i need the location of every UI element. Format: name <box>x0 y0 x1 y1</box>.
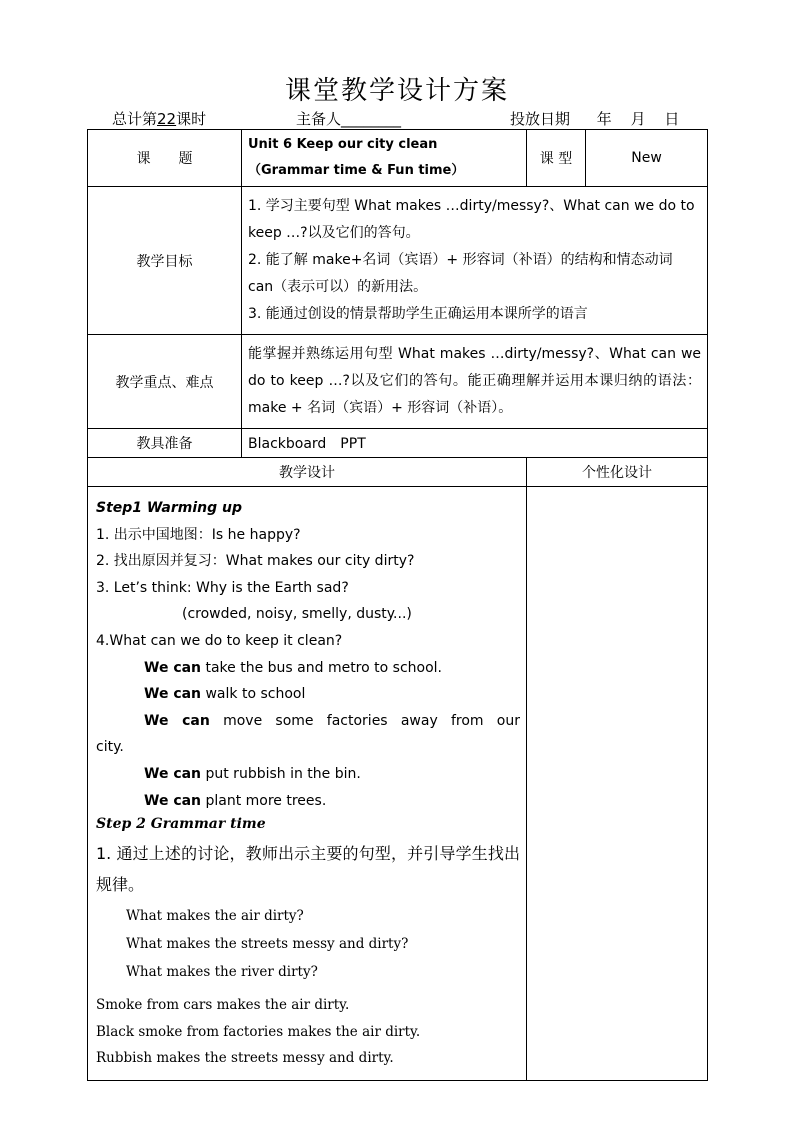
design-header-row <box>88 458 708 487</box>
we-can-line <box>96 788 520 815</box>
tools-row <box>88 429 708 458</box>
answer: Black smoke from factories makes the air dirty. <box>96 1023 421 1040</box>
we-can-text: move some factories away from our city. <box>96 712 521 756</box>
preparer-blank: ________ <box>341 110 402 128</box>
answer: Smoke from cars makes the air dirty. <box>96 997 350 1014</box>
release-date <box>510 108 679 129</box>
step2-title: Step 2 Grammar time <box>96 816 266 833</box>
focus-row <box>88 335 708 429</box>
step2-intro: 1. 通过上述的讨论，教师出示主要的句型，并引导学生找出规律。 <box>96 844 521 895</box>
total-suffix: 课时 <box>176 110 207 128</box>
goal-item: 1. 学习主要句型 What makes …dirty/messy?、What can we do to keep …?以及它们的答句。 <box>248 198 695 241</box>
we-can-text: put rubbish in the bin. <box>205 765 361 782</box>
step1-item: 3. Let’s think: Why is the Earth sad? <box>96 579 349 596</box>
design-body-row <box>88 487 708 1081</box>
topic-line-1: Unit 6 Keep our city clean <box>248 137 438 152</box>
focus-content: 能掌握并熟练运用句型 What makes …dirty/messy?、What can we do to keep …?以及它们的答句。能正确理解并运用本课归纳的语法：make + 名词（宾语）+ 形容词（补语）。 <box>242 335 708 429</box>
we-can-line <box>96 681 520 708</box>
question: What makes the river dirty? <box>126 964 318 981</box>
step1-item: 1. 出示中国地图：Is he happy? <box>96 526 301 543</box>
tools-label: 教具准备 <box>88 429 242 458</box>
total-prefix: 总计第 <box>112 110 158 128</box>
lesson-plan-table <box>87 129 708 1081</box>
goal-item: 3. 能通过创设的情景帮助学生正确运用本课所学的语言 <box>248 306 588 322</box>
we-can-text: plant more trees. <box>205 792 327 809</box>
step1-title: Step1 Warming up <box>96 500 242 516</box>
page-title: 课堂教学设计方案 <box>284 76 509 106</box>
topic-label: 课 题 <box>88 130 242 187</box>
personalized-design-content <box>527 487 708 1081</box>
total-lessons <box>112 108 206 129</box>
date-day: 日 <box>664 110 680 128</box>
we-can-text: take the bus and metro to school. <box>205 659 442 676</box>
topic-row <box>88 130 708 187</box>
goals-row <box>88 187 708 335</box>
topic-line-2: （Grammar time & Fun time） <box>248 163 465 178</box>
design-header-left: 教学设计 <box>88 458 527 487</box>
we-can-prefix: We can <box>144 712 210 729</box>
goal-item: 2. 能了解 make+名词（宾语）+ 形容词（补语）的结构和情态动词 can（表示可以）的新用法。 <box>248 252 673 295</box>
step1-item: 2. 找出原因并复习：What makes our city dirty? <box>96 553 415 570</box>
tools-value: Blackboard PPT <box>242 429 708 458</box>
question: What makes the streets messy and dirty? <box>126 936 409 953</box>
goals-label: 教学目标 <box>88 187 242 335</box>
goals-content <box>242 187 708 335</box>
topic-value <box>242 130 527 187</box>
we-can-prefix: We can <box>144 659 202 676</box>
we-can-line <box>96 655 520 682</box>
type-label: 课 型 <box>527 130 586 187</box>
date-year: 年 <box>596 110 612 128</box>
preparer-label: 主备人 <box>296 110 342 128</box>
answer: Rubbish makes the streets messy and dirty. <box>96 1050 394 1067</box>
question: What makes the air dirty? <box>126 908 304 925</box>
preparer <box>296 108 401 129</box>
date-label: 投放日期 <box>510 110 571 128</box>
total-number: 22 <box>157 110 177 128</box>
we-can-prefix: We can <box>144 792 202 809</box>
we-can-line <box>96 761 520 788</box>
step1-item: (crowded, noisy, smelly, dusty...) <box>182 606 412 623</box>
we-can-prefix: We can <box>144 686 202 703</box>
we-can-text: walk to school <box>205 686 306 703</box>
type-value: New <box>586 130 708 187</box>
we-can-line <box>96 708 520 761</box>
focus-label: 教学重点、难点 <box>88 335 242 429</box>
step1-item: 4.What can we do to keep it clean? <box>96 632 343 649</box>
design-content <box>88 487 527 1081</box>
we-can-prefix: We can <box>144 765 202 782</box>
design-header-right: 个性化设计 <box>527 458 708 487</box>
date-month: 月 <box>630 110 646 128</box>
